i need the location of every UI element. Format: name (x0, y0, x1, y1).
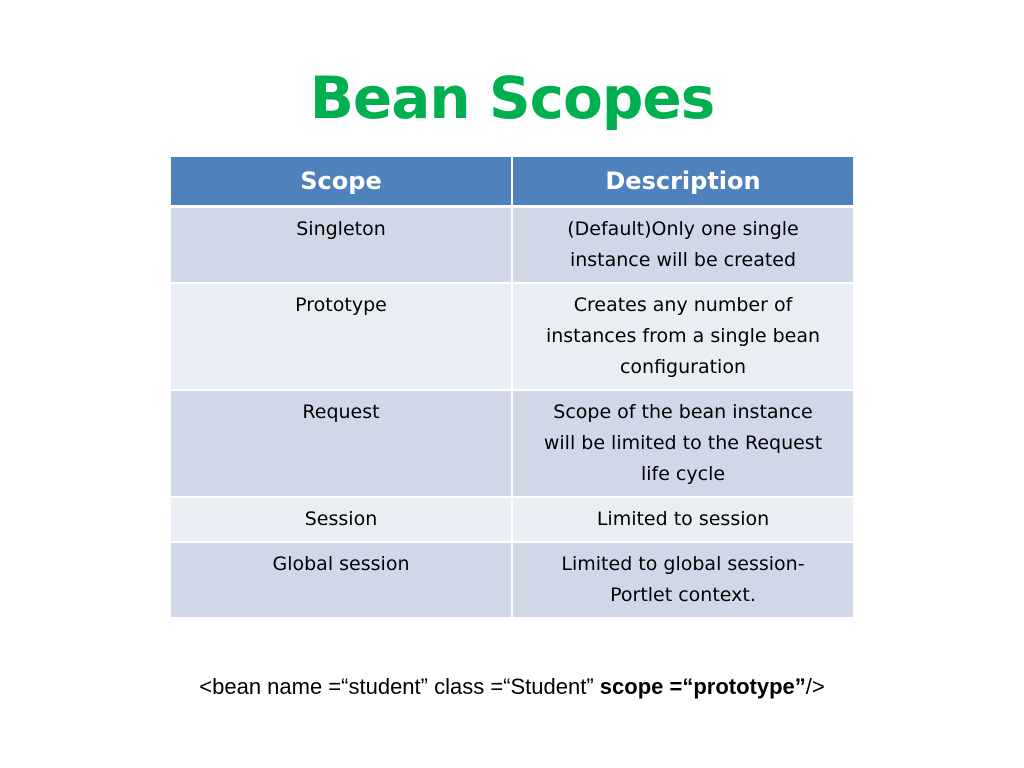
bean-scopes-table (171, 157, 853, 619)
table-row (171, 283, 853, 390)
table-header-row (171, 157, 853, 207)
scope-cell: Singleton (171, 207, 512, 284)
scope-cell: Prototype (171, 283, 512, 390)
table-row (171, 390, 853, 497)
code-prefix: <bean name =“student” class =“Student” (199, 674, 600, 699)
code-example (0, 672, 1024, 702)
code-scope-attribute: scope =“prototype” (599, 674, 806, 699)
description-cell: (Default)Only one single instance will be created (512, 207, 853, 284)
header-description: Description (512, 157, 853, 207)
scope-cell: Global session (171, 542, 512, 618)
table-row (171, 542, 853, 618)
code-suffix: /> (805, 674, 825, 699)
table-row (171, 207, 853, 284)
slide-title: Bean Scopes (309, 64, 715, 132)
description-cell: Limited to session (512, 497, 853, 542)
description-cell: Scope of the bean instance will be limited to the Request life cycle (512, 390, 853, 497)
description-cell: Limited to global session- Portlet context. (512, 542, 853, 618)
description-cell: Creates any number of instances from a single bean configuration (512, 283, 853, 390)
scope-cell: Request (171, 390, 512, 497)
table-row (171, 497, 853, 542)
scope-cell: Session (171, 497, 512, 542)
header-scope: Scope (171, 157, 512, 207)
